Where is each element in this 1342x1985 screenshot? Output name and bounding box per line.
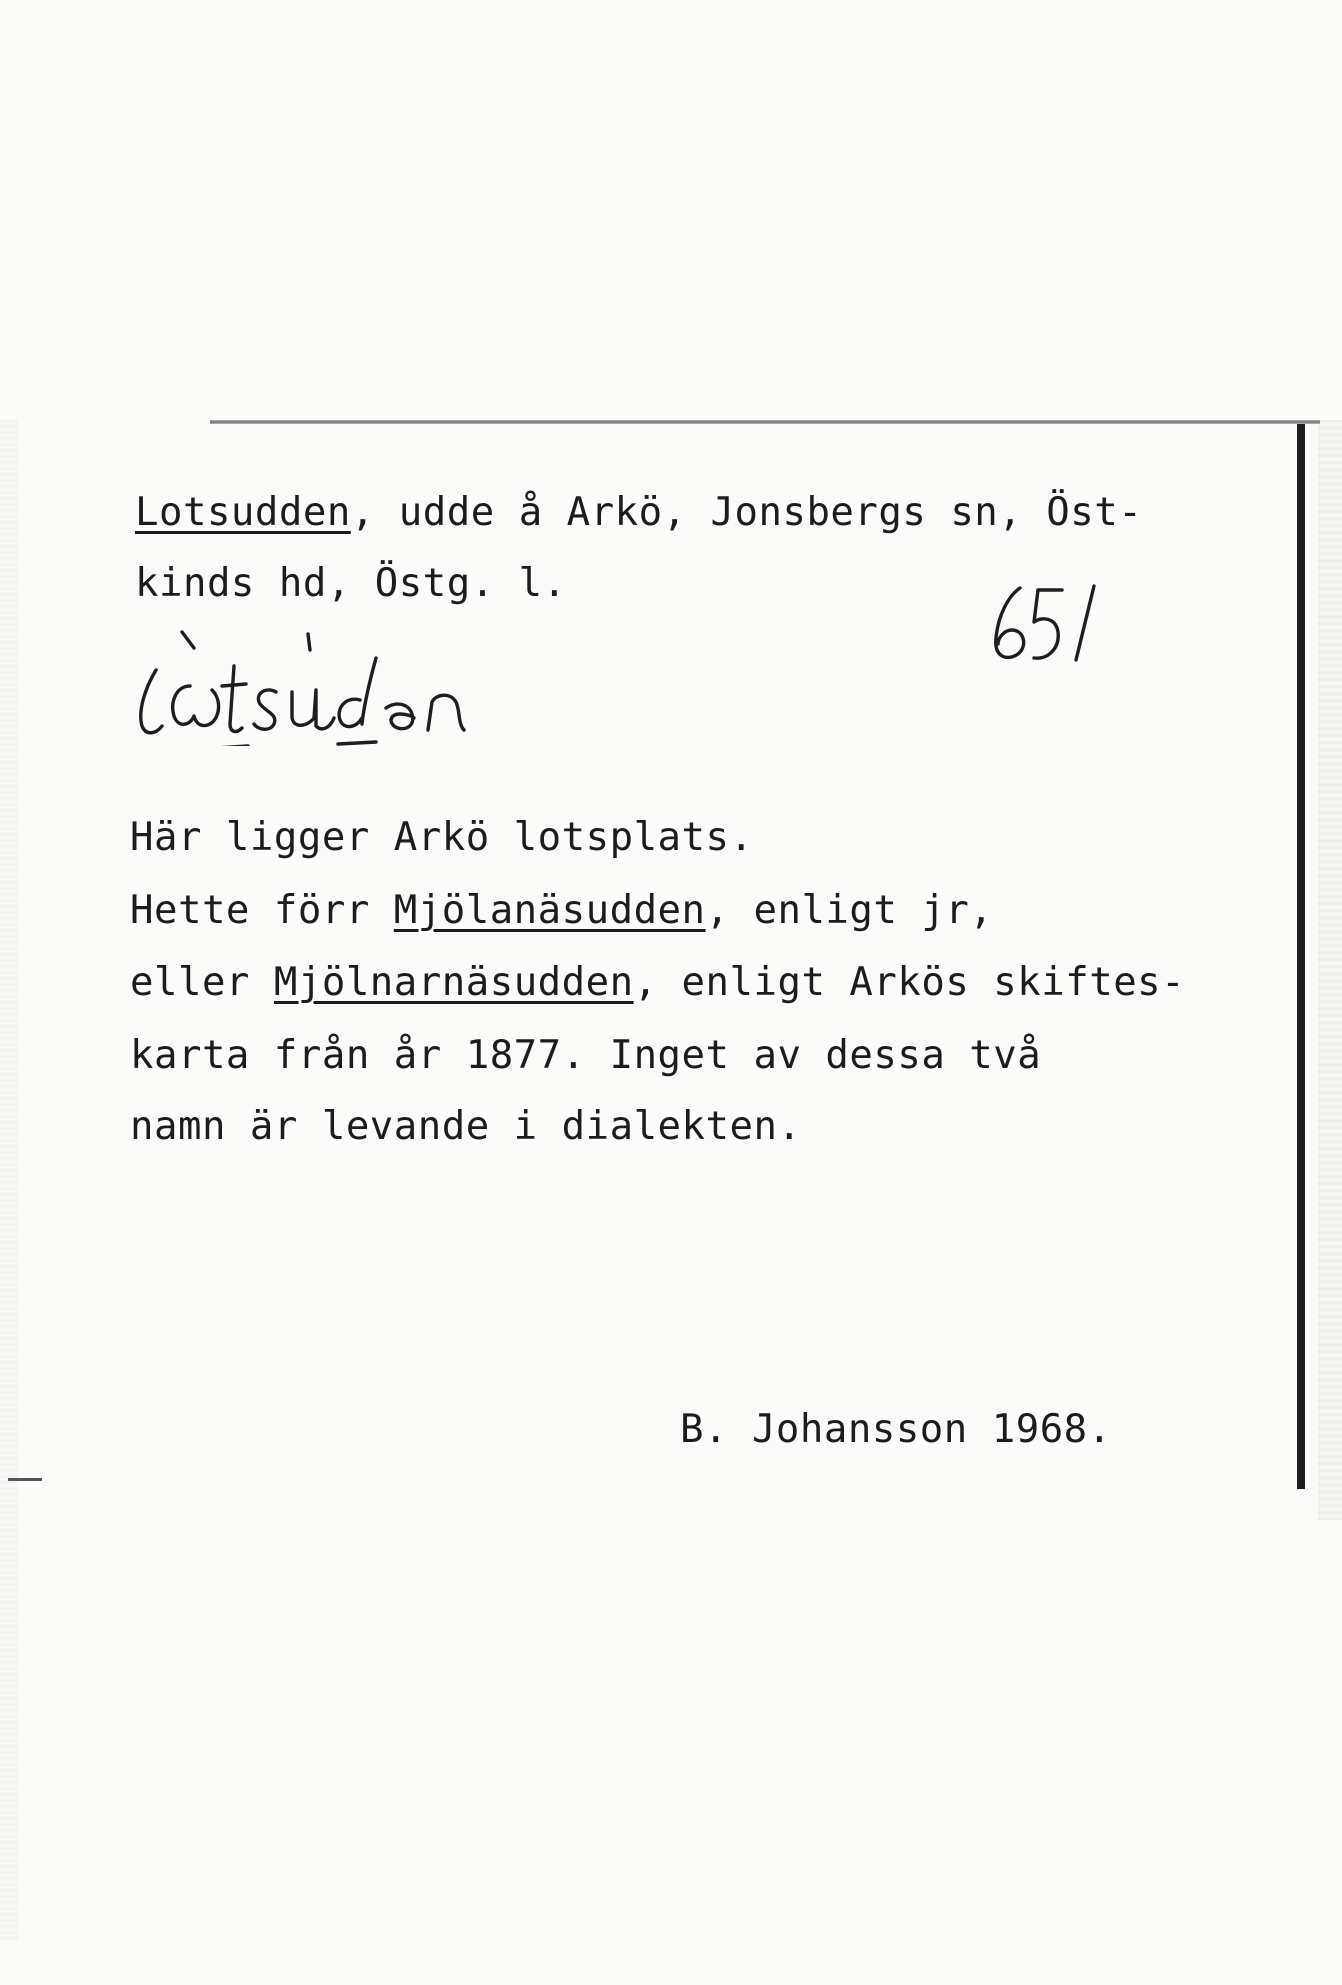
entry-line-2: kinds hd, Östg. l. <box>135 561 567 606</box>
entry-line-5-post: , enligt Arkös skiftes- <box>633 960 1186 1005</box>
former-name-2: Mjölnarnäsudden <box>273 960 634 1005</box>
entry-line-1 <box>135 490 1143 535</box>
headword: Lotsudden <box>135 490 351 535</box>
former-name-1: Mjölanäsudden <box>393 888 706 933</box>
card-right-border <box>1297 424 1305 1489</box>
card-top-border <box>210 420 1320 424</box>
entry-line-4-post: , enligt jr, <box>705 888 994 933</box>
entry-line-5-pre: eller <box>130 960 274 1005</box>
scan-edge-left <box>0 420 18 1940</box>
entry-line-4-pre: Hette förr <box>130 888 394 933</box>
entry-line-1-text: , udde å Arkö, Jonsbergs sn, Öst- <box>350 490 1143 535</box>
scan-edge-right <box>1318 420 1342 1520</box>
entry-line-7: namn är levande i dialekten. <box>130 1104 802 1149</box>
entry-line-4 <box>130 888 994 933</box>
entry-line-3: Här ligger Arkö lotsplats. <box>130 815 754 860</box>
entry-line-5 <box>130 960 1186 1005</box>
phonetic-transcription-handwritten <box>130 628 500 746</box>
entry-line-6: karta från år 1877. Inget av dessa två <box>130 1033 1042 1078</box>
signature-line: B. Johansson 1968. <box>680 1407 1112 1452</box>
scan-mark <box>8 1478 42 1481</box>
catalog-number-handwritten <box>990 582 1102 666</box>
